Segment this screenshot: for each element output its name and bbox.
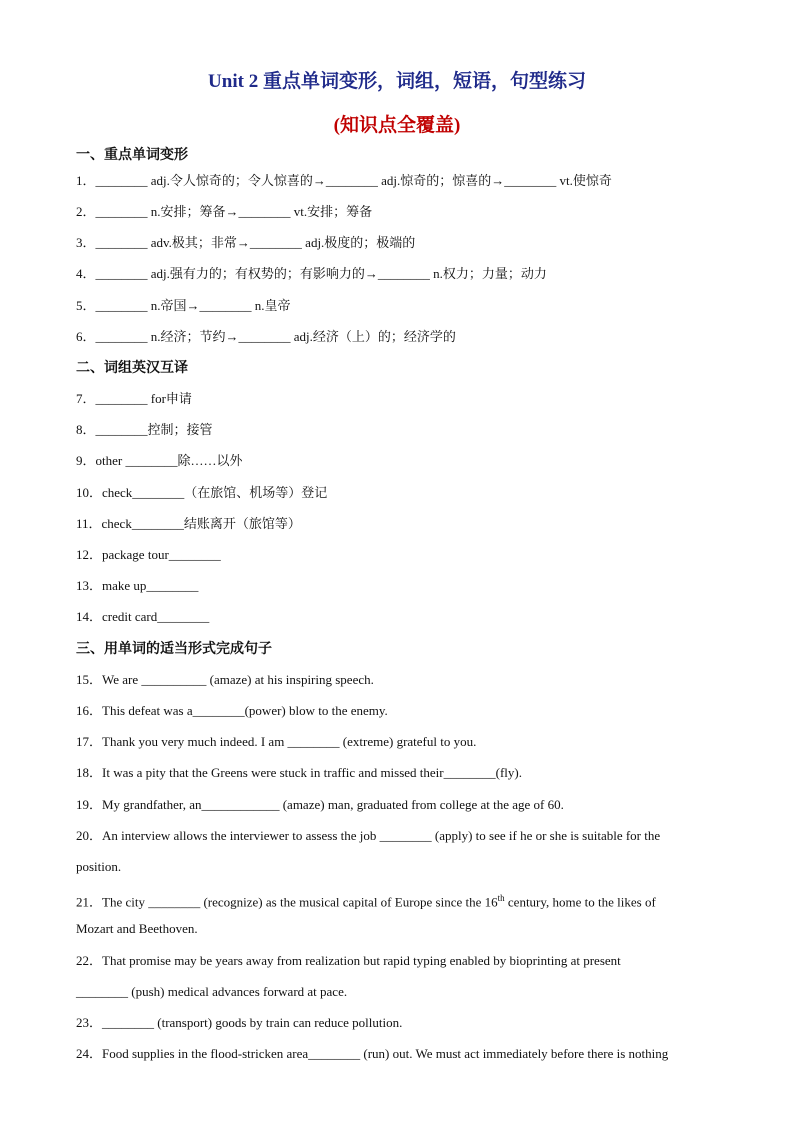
exercise-line: 19．My grandfather, an____________ (amaze) man, graduated from college at the age of 60. [76, 797, 564, 812]
section-heading-3: 三、用单词的适当形式完成句子 [76, 641, 272, 657]
exercise-line: 5．________ n.帝国→________ n.皇帝 [76, 298, 291, 313]
page-subtitle: (知识点全覆盖) [333, 115, 461, 136]
exercise-line: 13．make up________ [76, 578, 199, 593]
superscript: th [497, 893, 505, 903]
section-heading-1: 一、重点单词变形 [76, 147, 188, 163]
exercise-line: 1．________ adj.令人惊奇的；令人惊喜的→________ adj.惊奇的；惊喜的→________ vt.使惊奇 [76, 173, 612, 188]
exercise-line: 16．This defeat was a________(power) blow to the enemy. [76, 703, 388, 718]
exercise-line-continued: ________ (push) medical advances forward at pace. [76, 984, 348, 999]
exercise-text: century, home to the likes of [504, 894, 656, 910]
exercise-line: 24．Food supplies in the flood-stricken area________ (run) out. We must act immediately before there is nothing [76, 1046, 669, 1061]
exercise-line-continued: Mozart and Beethoven. [76, 921, 198, 936]
exercise-line: 15．We are __________ (amaze) at his inspiring speech. [76, 672, 374, 687]
exercise-line: 6．________ n.经济；节约→________ adj.经济（上）的；经济学的 [76, 329, 456, 344]
exercise-line: 4．________ adj.强有力的；有权势的；有影响力的→________ n.权力；力量；动力 [76, 266, 547, 281]
section-heading-2: 二、词组英汉互译 [76, 360, 188, 376]
page-title: Unit 2 重点单词变形，词组，短语，句型练习 [208, 71, 586, 92]
exercise-line: 12．package tour________ [76, 547, 221, 562]
exercise-line: 20．An interview allows the interviewer to assess the job ________ (apply) to see if he or she is suitable for the [76, 828, 661, 843]
exercise-line: 3．________ adv.极其；非常→________ adj.极度的；极端的 [76, 235, 416, 250]
exercise-line: 18．It was a pity that the Greens were stuck in traffic and missed their________(fly). [76, 765, 522, 780]
exercise-text: 21．The city ________ (recognize) as the musical capital of Europe since the 16 [76, 894, 498, 910]
exercise-line: 2．________ n.安排；筹备→________ vt.安排；筹备 [76, 204, 373, 219]
exercise-line: 17．Thank you very much indeed. I am ________ (extreme) grateful to you. [76, 734, 477, 749]
exercise-line: 11．check________结账离开（旅馆等） [76, 516, 301, 531]
exercise-line: 7．________ for申请 [76, 391, 192, 406]
exercise-line-continued: position. [76, 859, 122, 874]
exercise-line [76, 889, 726, 911]
exercise-line: 10．check________（在旅馆、机场等）登记 [76, 485, 328, 500]
exercise-line: 8．________控制；接管 [76, 422, 213, 437]
exercise-line: 23．________ (transport) goods by train can reduce pollution. [76, 1015, 403, 1030]
exercise-line: 9．other ________除……以外 [76, 453, 243, 468]
exercise-line: 14．credit card________ [76, 609, 210, 624]
exercise-line: 22．That promise may be years away from realization but rapid typing enabled by bioprinting at present [76, 953, 621, 968]
